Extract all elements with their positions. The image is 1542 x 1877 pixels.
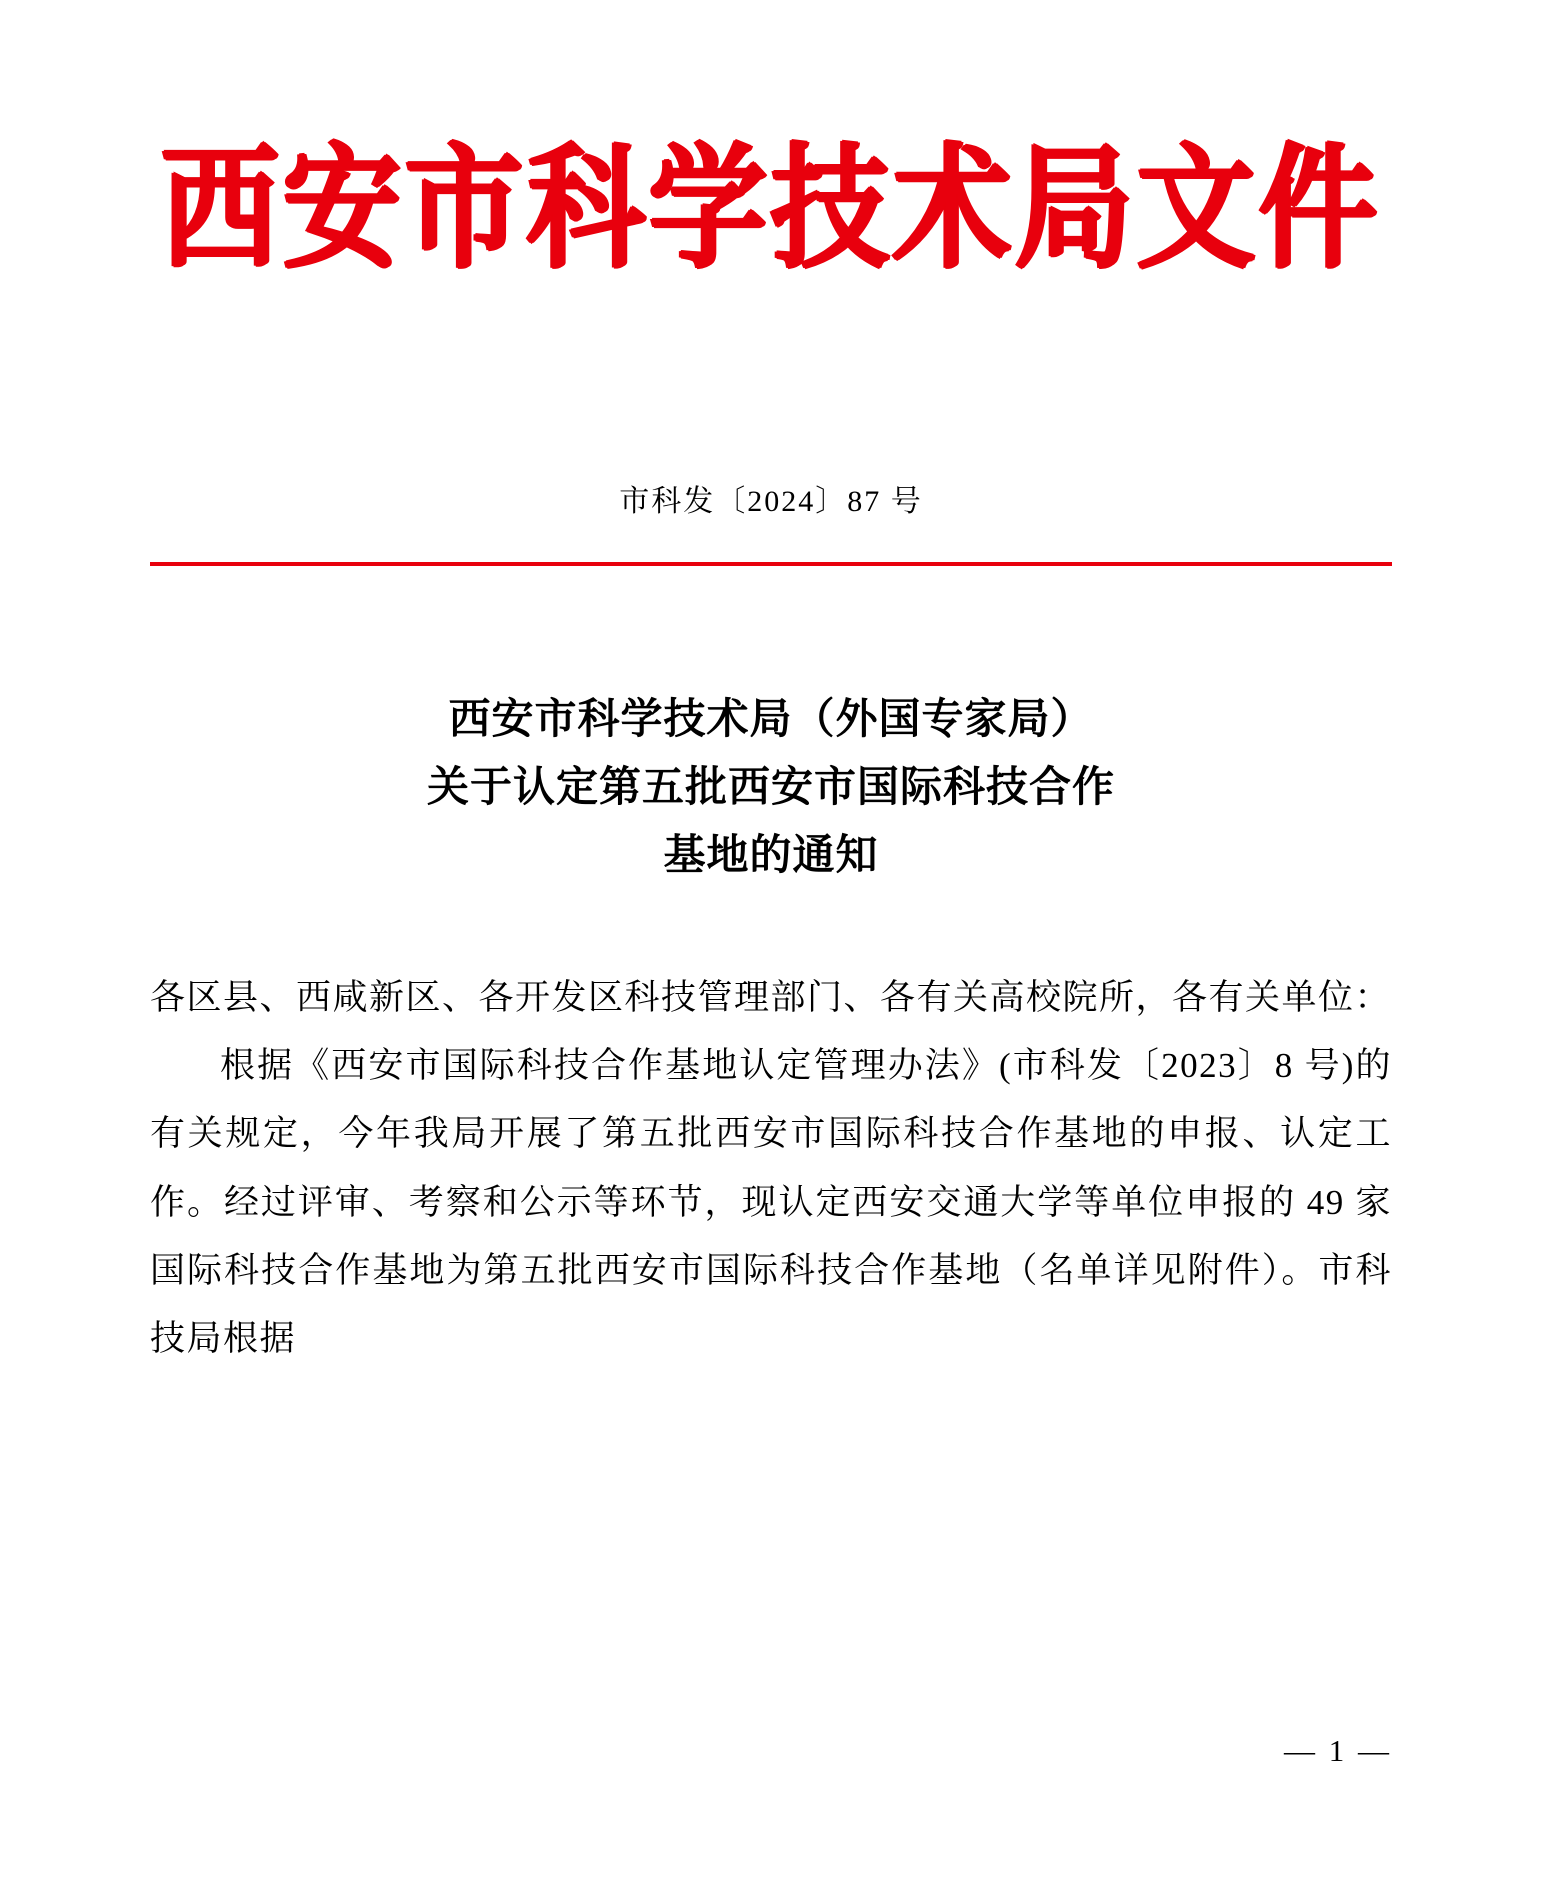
body-text [150, 964, 1392, 1374]
page-title-line-1: 西安市科学技术局（外国专家局） [448, 696, 1094, 743]
body-paragraph-1: 根据《西安市国际科技合作基地认定管理办法》(市科发〔2023〕8 号)的有关规定，今年我局开展了第五批西安市国际科技合作基地的申报、认定工作。经过评审、考察和公示等环节，现认定西安交通大学等单位申报的 49 家国际科技合作基地为第五批西安市国际科技合作基地（名单详见附件）。市科技局根据 [150, 1046, 1392, 1359]
red-divider-rule [150, 562, 1392, 566]
page-title-line-3: 基地的通知 [663, 832, 879, 879]
masthead [150, 0, 1392, 285]
salutation-paragraph: 各区县、西咸新区、各开发区科技管理部门、各有关高校院所，各有关单位： [150, 977, 1392, 1017]
page-number: — 1 — [1284, 1733, 1392, 1768]
page-title [150, 686, 1392, 890]
masthead-title: 西安市科学技术局文件 [160, 135, 1381, 285]
page-title-line-2: 关于认定第五批西安市国际科技合作 [426, 764, 1115, 811]
document-number: 市科发〔2024〕87 号 [619, 484, 923, 518]
